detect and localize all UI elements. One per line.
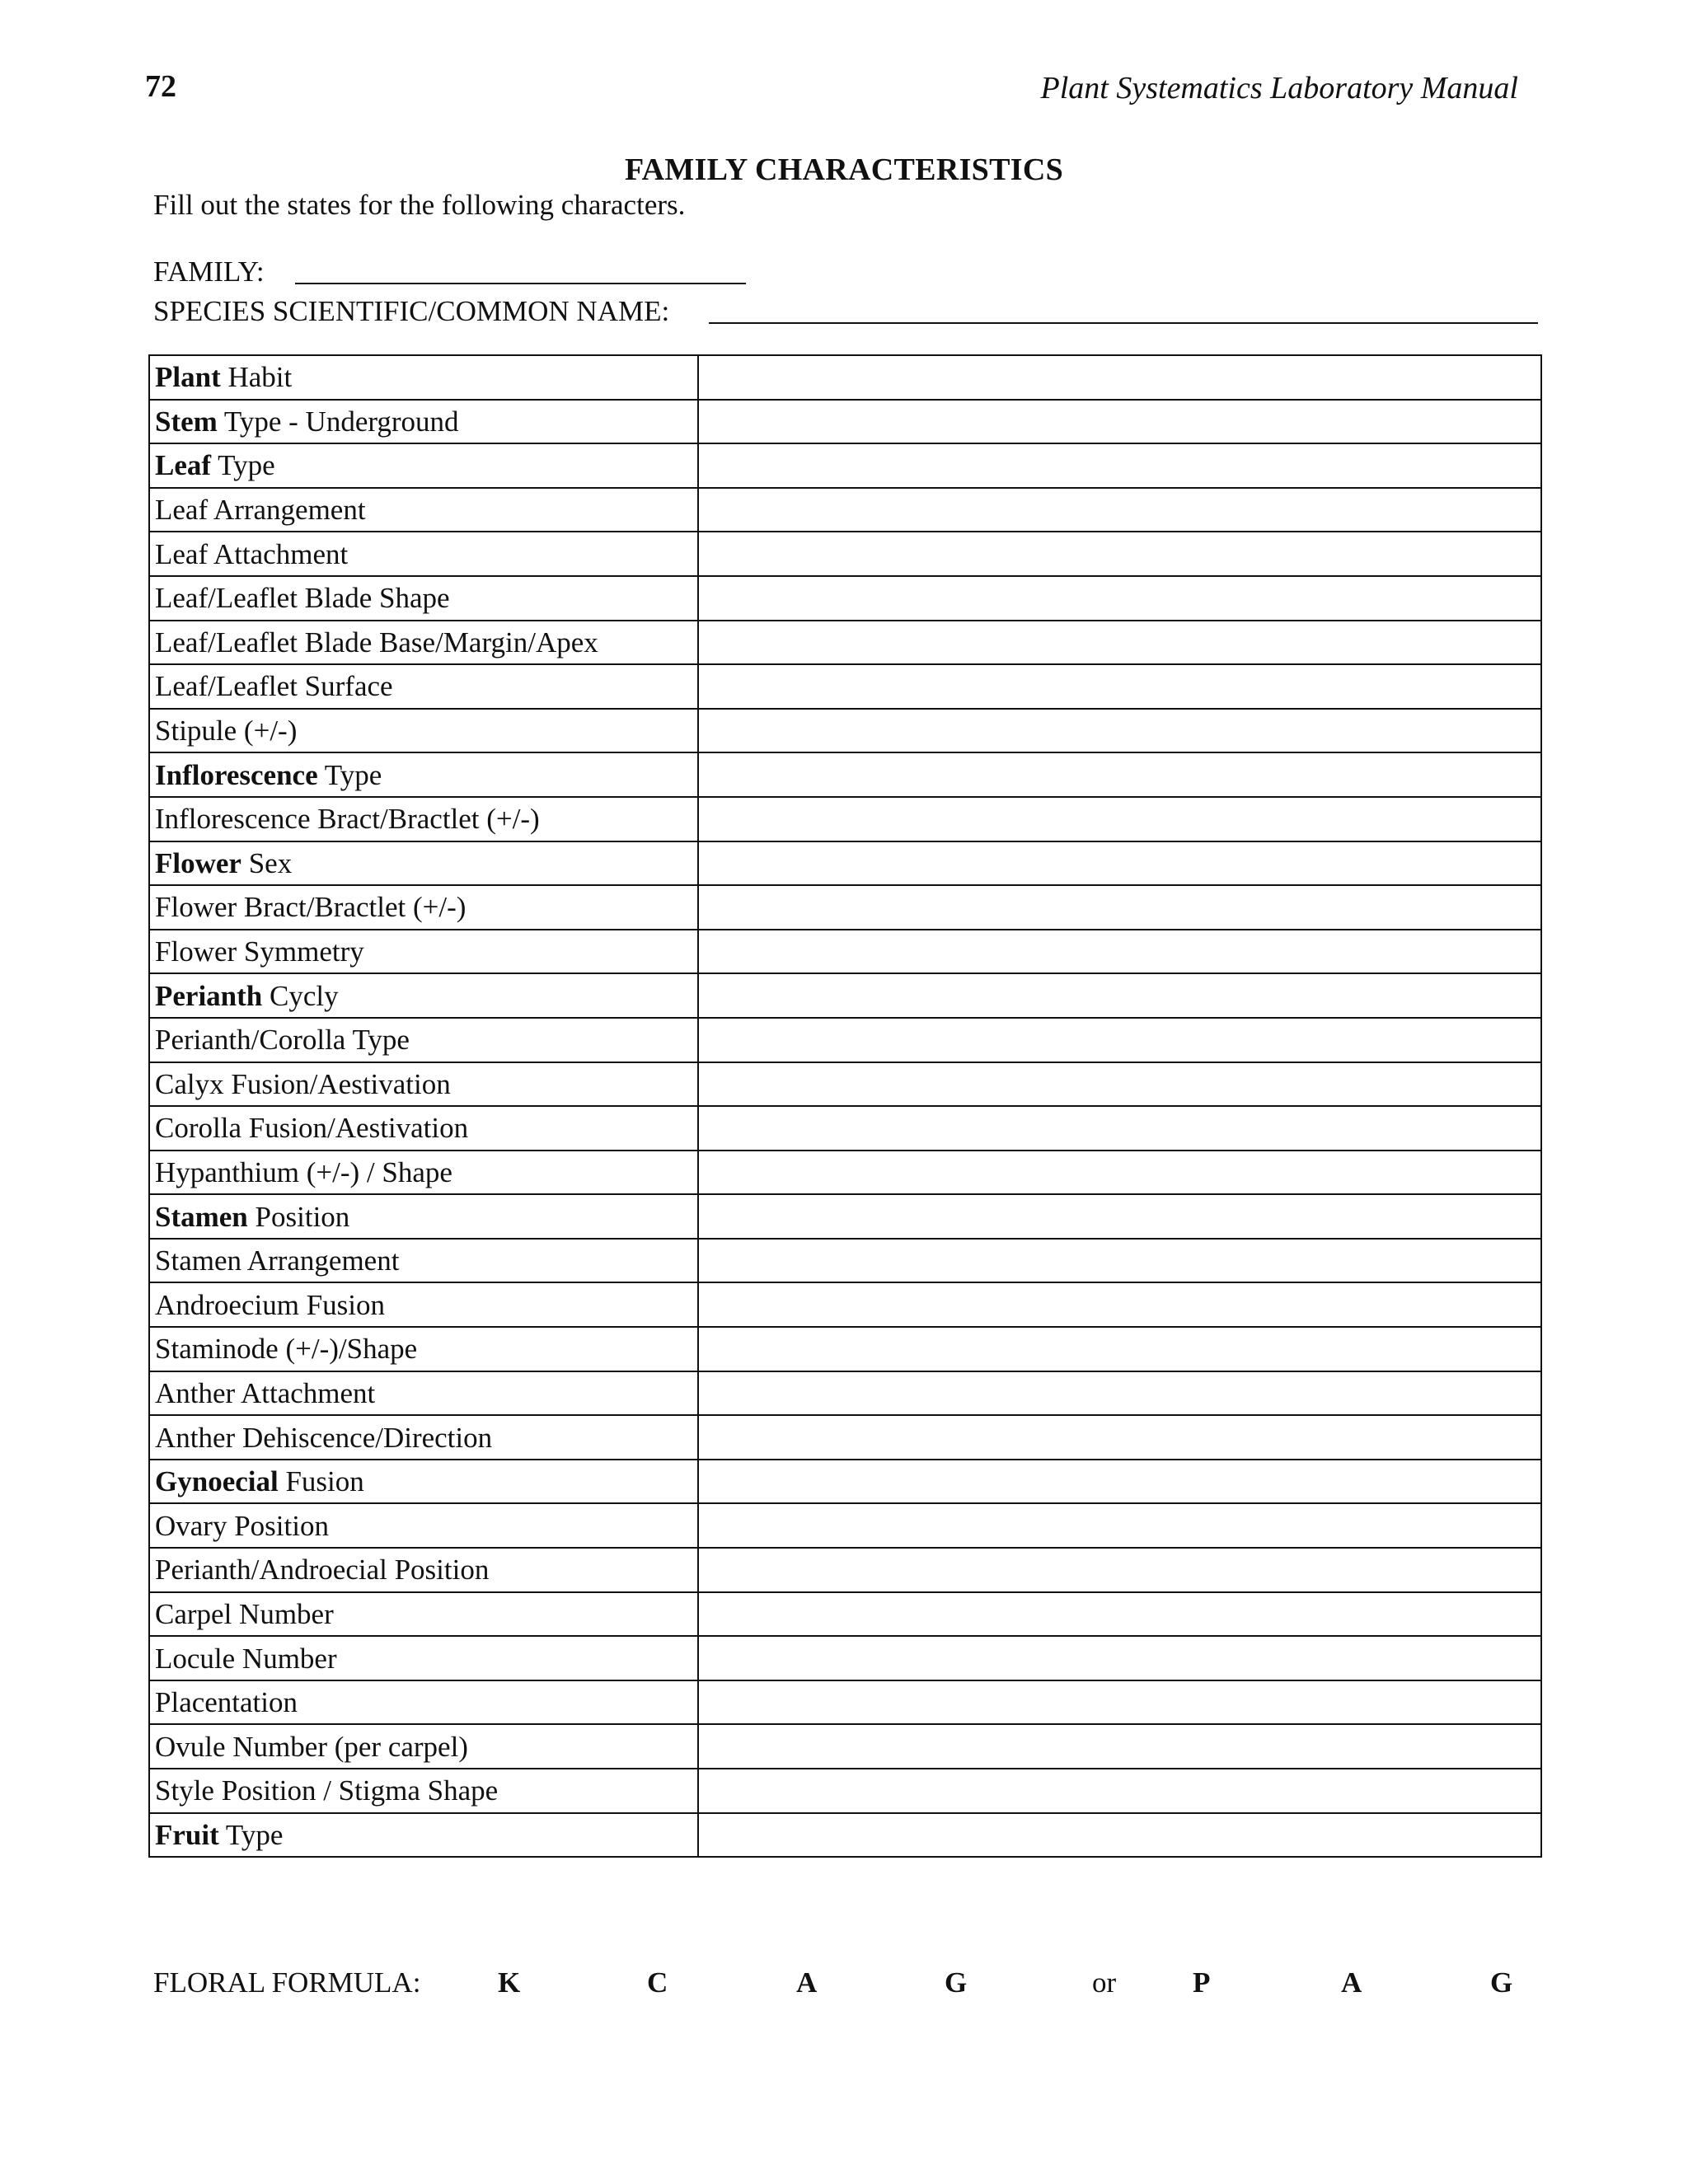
table-row xyxy=(149,488,1541,532)
character-name-cell xyxy=(149,664,698,709)
character-state-field[interactable] xyxy=(698,1548,1541,1592)
character-state-field[interactable] xyxy=(698,752,1541,797)
character-name-cell xyxy=(149,576,698,621)
character-state-field[interactable] xyxy=(698,443,1541,488)
character-state-field[interactable] xyxy=(698,1503,1541,1548)
character-name-cell xyxy=(149,709,698,753)
character-name-bold: Fruit xyxy=(155,1818,219,1851)
character-name-text: Leaf/Leaflet Blade Shape xyxy=(155,582,450,615)
character-name-text: Corolla Fusion/Aestivation xyxy=(155,1112,469,1145)
table-row xyxy=(149,1415,1541,1460)
character-name-text: Type xyxy=(211,449,275,482)
character-name-bold: Plant xyxy=(155,361,221,394)
character-name-text: Style Position / Stigma Shape xyxy=(155,1774,499,1807)
character-state-field[interactable] xyxy=(698,885,1541,930)
table-row xyxy=(149,1769,1541,1813)
table-row xyxy=(149,1724,1541,1769)
table-row xyxy=(149,532,1541,576)
table-row xyxy=(149,1636,1541,1680)
character-name-text: Fusion xyxy=(278,1465,364,1498)
character-name-text: Flower Symmetry xyxy=(155,935,364,968)
characters-table xyxy=(148,354,1542,1858)
character-state-field[interactable] xyxy=(698,1813,1541,1858)
character-name-text: Perianth/Androecial Position xyxy=(155,1554,490,1586)
species-name-field[interactable] xyxy=(709,322,1538,324)
character-state-field[interactable] xyxy=(698,355,1541,400)
character-name-cell xyxy=(149,930,698,974)
character-name-text: Stamen Arrangement xyxy=(155,1244,400,1277)
character-name-text: Leaf Arrangement xyxy=(155,494,366,527)
character-name-text: Position xyxy=(247,1200,350,1233)
character-name-text: Ovary Position xyxy=(155,1509,329,1542)
family-field[interactable] xyxy=(295,283,746,284)
character-state-field[interactable] xyxy=(698,1327,1541,1371)
floral-formula-symbol: K xyxy=(498,1966,521,1999)
character-name-text: Type xyxy=(317,758,382,791)
table-row xyxy=(149,443,1541,488)
character-name-cell xyxy=(149,841,698,886)
character-name-cell xyxy=(149,752,698,797)
character-name-bold: Perianth xyxy=(155,979,263,1012)
character-state-field[interactable] xyxy=(698,1724,1541,1769)
character-name-cell xyxy=(149,1282,698,1327)
character-name-cell xyxy=(149,1769,698,1813)
table-row xyxy=(149,1548,1541,1592)
table-row xyxy=(149,930,1541,974)
character-state-field[interactable] xyxy=(698,488,1541,532)
character-name-bold: Leaf xyxy=(155,449,212,482)
page-title: FAMILY CHARACTERISTICS xyxy=(624,152,1063,187)
table-row xyxy=(149,1239,1541,1283)
character-name-text: Ovule Number (per carpel) xyxy=(155,1730,468,1763)
character-name-cell xyxy=(149,1327,698,1371)
floral-formula-symbol: A xyxy=(796,1966,818,1999)
character-name-text: Leaf/Leaflet Surface xyxy=(155,670,393,703)
character-name-text: Placentation xyxy=(155,1686,298,1719)
character-name-cell xyxy=(149,621,698,665)
character-name-text: Staminode (+/-)/Shape xyxy=(155,1333,418,1366)
character-name-cell xyxy=(149,1415,698,1460)
character-name-text: Carpel Number xyxy=(155,1597,334,1630)
character-state-field[interactable] xyxy=(698,1371,1541,1416)
character-state-field[interactable] xyxy=(698,532,1541,576)
instructions: Fill out the states for the following characters. xyxy=(153,189,686,221)
character-name-cell xyxy=(149,1636,698,1680)
character-name-text: Perianth/Corolla Type xyxy=(155,1024,410,1057)
character-state-field[interactable] xyxy=(698,797,1541,841)
character-name-text: Hypanthium (+/-) / Shape xyxy=(155,1155,452,1188)
table-row xyxy=(149,1592,1541,1637)
table-row xyxy=(149,355,1541,400)
floral-formula-symbol: P xyxy=(1193,1966,1211,1999)
character-state-field[interactable] xyxy=(698,1769,1541,1813)
table-row xyxy=(149,1813,1541,1858)
character-name-cell xyxy=(149,355,698,400)
species-label: SPECIES SCIENTIFIC/COMMON NAME: xyxy=(153,295,670,327)
character-name-cell xyxy=(149,1460,698,1504)
character-name-cell xyxy=(149,1018,698,1062)
table-row xyxy=(149,973,1541,1018)
table-row xyxy=(149,576,1541,621)
character-name-text: Androecium Fusion xyxy=(155,1288,386,1321)
character-name-text: Type - Underground xyxy=(217,405,459,438)
character-name-cell xyxy=(149,1194,698,1239)
character-name-text: Leaf Attachment xyxy=(155,537,349,570)
floral-formula-or: or xyxy=(1092,1966,1117,1999)
character-name-text: Type xyxy=(218,1818,284,1851)
character-state-field[interactable] xyxy=(698,400,1541,444)
character-name-cell xyxy=(149,443,698,488)
character-state-field[interactable] xyxy=(698,1194,1541,1239)
character-name-cell xyxy=(149,1106,698,1151)
character-name-cell xyxy=(149,1239,698,1283)
character-name-cell xyxy=(149,885,698,930)
table-row xyxy=(149,1194,1541,1239)
character-name-bold: Stem xyxy=(155,405,218,438)
table-row xyxy=(149,664,1541,709)
floral-formula-symbol: G xyxy=(1490,1966,1513,1999)
character-name-text: Anther Attachment xyxy=(155,1376,376,1409)
table-row xyxy=(149,1106,1541,1151)
character-name-cell xyxy=(149,1062,698,1107)
table-row xyxy=(149,1503,1541,1548)
character-name-bold: Inflorescence xyxy=(155,758,318,791)
character-name-text: Anther Dehiscence/Direction xyxy=(155,1421,493,1454)
character-name-cell xyxy=(149,532,698,576)
character-state-field[interactable] xyxy=(698,930,1541,974)
table-row xyxy=(149,797,1541,841)
character-state-field[interactable] xyxy=(698,1680,1541,1725)
table-row xyxy=(149,621,1541,665)
character-state-field[interactable] xyxy=(698,1062,1541,1107)
table-row xyxy=(149,1282,1541,1327)
table-row xyxy=(149,709,1541,753)
character-state-field[interactable] xyxy=(698,1106,1541,1151)
character-name-cell xyxy=(149,1592,698,1637)
character-name-text: Stipule (+/-) xyxy=(155,715,298,748)
running-head: Plant Systematics Laboratory Manual xyxy=(1040,71,1518,105)
table-row xyxy=(149,885,1541,930)
table-row xyxy=(149,1327,1541,1371)
character-state-field[interactable] xyxy=(698,1239,1541,1283)
table-row xyxy=(149,1018,1541,1062)
floral-formula-label: FLORAL FORMULA: xyxy=(153,1966,421,1999)
character-state-field[interactable] xyxy=(698,709,1541,753)
family-label: FAMILY: xyxy=(153,255,265,288)
floral-formula-symbol: C xyxy=(647,1966,668,1999)
page-number: 72 xyxy=(145,69,176,104)
character-name-bold: Stamen xyxy=(155,1200,248,1233)
character-name-text: Leaf/Leaflet Blade Base/Margin/Apex xyxy=(155,626,598,658)
table-row xyxy=(149,1062,1541,1107)
character-name-cell xyxy=(149,1548,698,1592)
character-state-field[interactable] xyxy=(698,621,1541,665)
table-row xyxy=(149,400,1541,444)
character-name-text: Cycly xyxy=(262,979,339,1012)
character-state-field[interactable] xyxy=(698,1018,1541,1062)
character-state-field[interactable] xyxy=(698,973,1541,1018)
character-name-cell xyxy=(149,1151,698,1195)
character-state-field[interactable] xyxy=(698,1460,1541,1504)
character-name-bold: Flower xyxy=(155,846,241,879)
character-name-text: Sex xyxy=(241,846,293,879)
character-name-cell xyxy=(149,1680,698,1725)
character-state-field[interactable] xyxy=(698,1592,1541,1637)
character-state-field[interactable] xyxy=(698,576,1541,621)
character-state-field[interactable] xyxy=(698,841,1541,886)
table-row xyxy=(149,1680,1541,1725)
character-name-text: Flower Bract/Bractlet (+/-) xyxy=(155,891,467,924)
table-row xyxy=(149,752,1541,797)
character-name-cell xyxy=(149,1371,698,1416)
character-name-text: Calyx Fusion/Aestivation xyxy=(155,1067,451,1100)
character-name-cell xyxy=(149,1724,698,1769)
character-name-text: Inflorescence Bract/Bractlet (+/-) xyxy=(155,803,540,836)
character-name-cell xyxy=(149,797,698,841)
character-state-field[interactable] xyxy=(698,1151,1541,1195)
character-name-text: Locule Number xyxy=(155,1642,337,1675)
table-row xyxy=(149,1460,1541,1504)
characters-table-body xyxy=(149,355,1541,1857)
character-name-cell xyxy=(149,1813,698,1858)
character-name-cell xyxy=(149,488,698,532)
character-state-field[interactable] xyxy=(698,1282,1541,1327)
table-row xyxy=(149,1371,1541,1416)
character-name-text: Habit xyxy=(220,361,293,394)
character-name-bold: Gynoecial xyxy=(155,1465,279,1498)
character-name-cell xyxy=(149,400,698,444)
floral-formula-symbol: A xyxy=(1341,1966,1362,1999)
character-state-field[interactable] xyxy=(698,1415,1541,1460)
character-state-field[interactable] xyxy=(698,1636,1541,1680)
table-row xyxy=(149,841,1541,886)
character-name-cell xyxy=(149,973,698,1018)
character-name-cell xyxy=(149,1503,698,1548)
character-state-field[interactable] xyxy=(698,664,1541,709)
floral-formula-symbol: G xyxy=(945,1966,968,1999)
table-row xyxy=(149,1151,1541,1195)
